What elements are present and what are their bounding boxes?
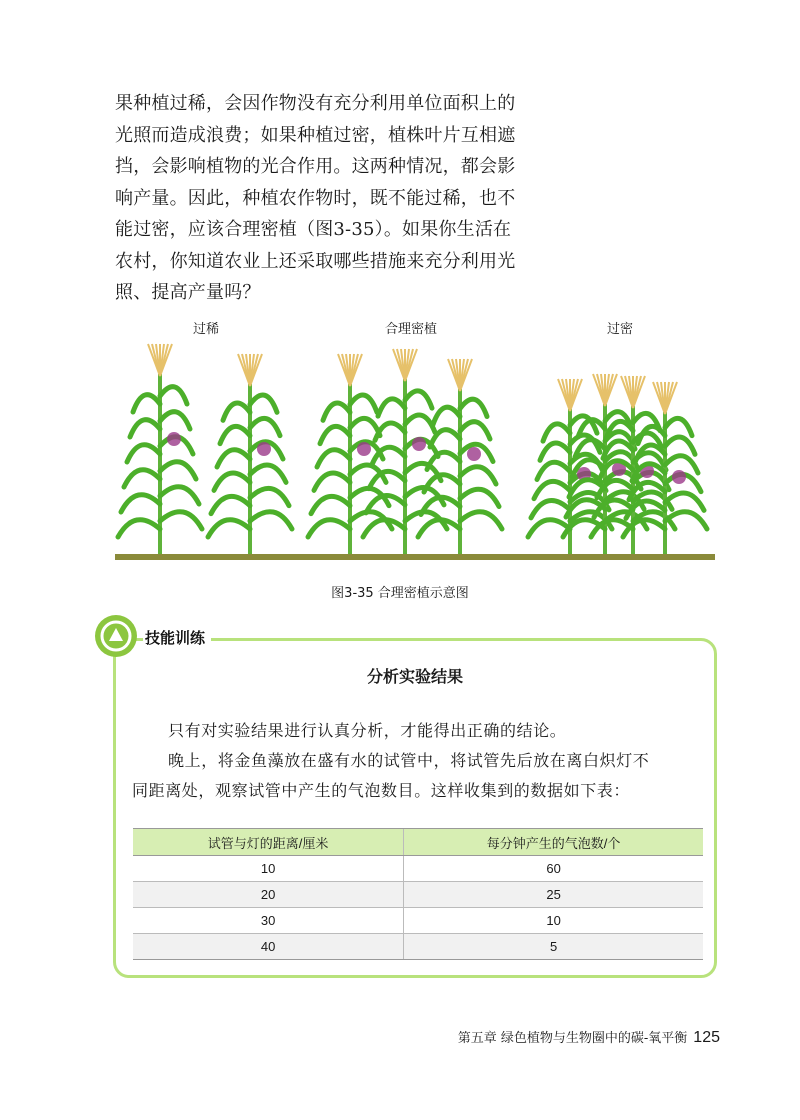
corn-plant: [208, 354, 292, 554]
table-cell: 30: [133, 908, 404, 934]
label-sparse: 过稀: [193, 322, 220, 337]
table-row: [133, 856, 703, 882]
skill-heading: 分析实验结果: [366, 667, 463, 686]
skill-text-line: 晚上，将金鱼藻放在盛有水的试管中，将试管先后放在离白炽灯不: [168, 751, 650, 770]
table-cell: 20: [133, 882, 404, 908]
table-cell: 5: [404, 934, 703, 960]
skill-text: [132, 716, 702, 806]
paragraph-line: 响产量。因此，种植农作物时，既不能过稀，也不: [115, 187, 516, 209]
figure-caption: 图3-35 合理密植示意图: [331, 586, 469, 601]
table-cell: 60: [404, 856, 703, 882]
corn-plants-illustration: [115, 312, 715, 572]
skill-text-line: 同距离处，观察试管中产生的气泡数目。这样收集到的数据如下表：: [132, 781, 631, 800]
corn-plant: [118, 344, 202, 554]
table-cell: 25: [404, 882, 703, 908]
skill-training-icon: [95, 615, 137, 657]
table-cell: 10: [133, 856, 404, 882]
page-number: 125: [693, 1029, 720, 1046]
table-cell: 10: [404, 908, 703, 934]
paragraph-line: 光照而造成浪费；如果种植过密，植株叶片互相遮: [115, 124, 516, 146]
label-proper: 合理密植: [385, 322, 438, 337]
bubble-data-table: [133, 828, 703, 960]
table-header-distance: 试管与灯的距离/厘米: [133, 829, 404, 856]
paragraph-line: 农村，你知道农业上还采取哪些措施来充分利用光: [115, 250, 516, 272]
paragraph-line: 能过密，应该合理密植（图3-35）。如果你生活在: [115, 219, 512, 240]
chapter-title: 第五章 绿色植物与生物圈中的碳-氧平衡: [457, 1031, 688, 1046]
body-paragraph: [115, 88, 545, 309]
table-header-bubbles: 每分钟产生的气泡数/个: [404, 829, 703, 856]
table-row: [133, 908, 703, 934]
ground-strip: [115, 554, 715, 560]
skill-text-line: 只有对实验结果进行认真分析，才能得出正确的结论。: [168, 721, 567, 740]
planting-density-figure: [115, 312, 715, 572]
paragraph-line: 挡，会影响植物的光合作用。这两种情况，都会影: [115, 156, 516, 177]
skill-training-header: [95, 615, 315, 663]
page-footer: [458, 1027, 720, 1047]
table-cell: 40: [133, 934, 404, 960]
paragraph-line: 果种植过稀，会因作物没有充分利用单位面积上的: [115, 93, 516, 114]
corn-plant: [418, 359, 502, 554]
skill-training-title: 技能训练: [143, 627, 211, 648]
table-row: [133, 882, 703, 908]
label-dense: 过密: [607, 322, 634, 337]
table-row: [133, 934, 703, 960]
paragraph-line: 照、提高产量吗？: [115, 282, 261, 303]
